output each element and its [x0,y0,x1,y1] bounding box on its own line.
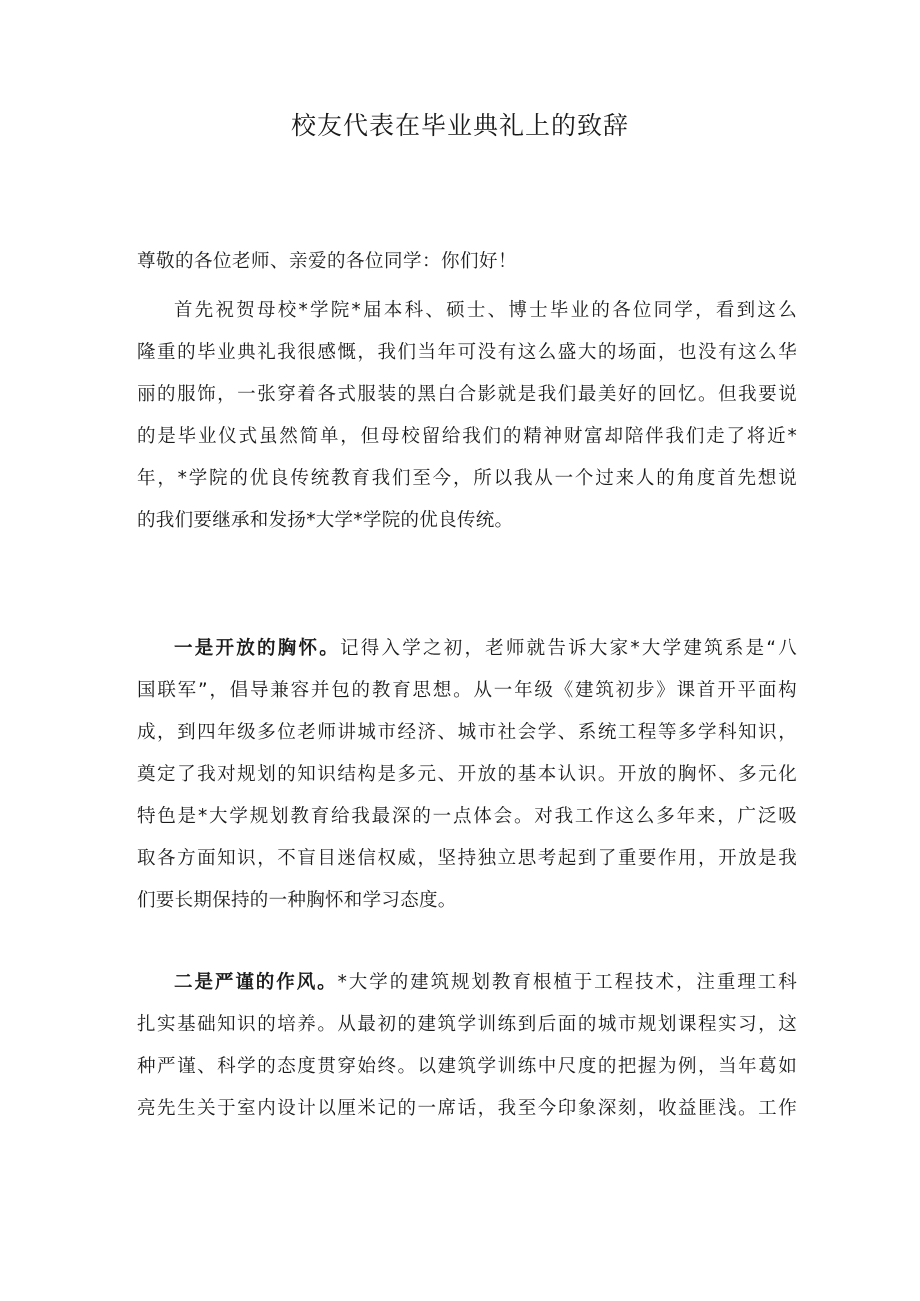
paragraph-line: 国联军”，倡导兼容并包的教育思想。从一年级《建筑初步》课首开平面构 [137,680,797,701]
paragraph-line: 成，到四年级多位老师讲城市经济、城市社会学、系统工程等多学科知识， [137,722,797,743]
paragraph-line: 丽的服饰，一张穿着各式服装的黑白合影就是我们最美好的回忆。但我要说 [137,384,797,405]
paragraph-lead: 一是开放的胸怀。 [174,638,340,659]
salutation: 尊敬的各位老师、亲爱的各位同学：你们好！ [137,251,518,272]
paragraph-lead: 二是严谨的作风。 [174,972,338,993]
paragraph-first-line-text: *大学的建筑规划教育根植于工程技术，注重理工科 [337,972,797,993]
paragraph-open-mind [137,628,797,922]
paragraph-line: 奠定了我对规划的知识结构是多元、开放的基本认识。开放的胸怀、多元化 [137,764,797,785]
paragraph-line: 首先祝贺母校*学院*届本科、硕士、博士毕业的各位同学，看到这么 [174,300,797,321]
paragraph-line: 们要长期保持的一种胸怀和学习态度。 [137,890,457,911]
paragraph-first-line [137,628,797,670]
paragraph-line: 年，*学院的优良传统教育我们至今，所以我从一个过来人的角度首先想说 [137,468,797,489]
paragraph-line: 扎实基础知识的培养。从最初的建筑学训练到后面的城市规划课程实习，这 [137,1014,797,1035]
paragraph-line: 的是毕业仪式虽然简单，但母校留给我们的精神财富却陪伴我们走了将近* [137,426,797,447]
paragraph-line: 特色是*大学规划教育给我最深的一点体会。对我工作这么多年来，广泛吸 [137,806,797,827]
paragraph-first-line-text: 记得入学之初，老师就告诉大家*大学建筑系是“八 [339,638,797,659]
paragraph-congratulations [137,290,797,542]
paragraph-line: 的我们要继承和发扬*大学*学院的优良传统。 [137,510,514,531]
paragraph-line: 隆重的毕业典礼我很感慨，我们当年可没有这么盛大的场面，也没有这么华 [137,342,797,363]
paragraph-line: 亮先生关于室内设计以厘米记的一席话，我至今印象深刻，收益匪浅。工作 [137,1098,797,1119]
paragraph-line: 种严谨、科学的态度贯穿始终。以建筑学训练中尺度的把握为例，当年葛如 [137,1056,797,1077]
paragraph-line: 取各方面知识，不盲目迷信权威，坚持独立思考起到了重要作用，开放是我 [137,848,797,869]
paragraph-first-line [137,962,797,1004]
paragraph-rigorous-style [137,962,797,1130]
document-title: 校友代表在毕业典礼上的致辞 [290,111,629,140]
